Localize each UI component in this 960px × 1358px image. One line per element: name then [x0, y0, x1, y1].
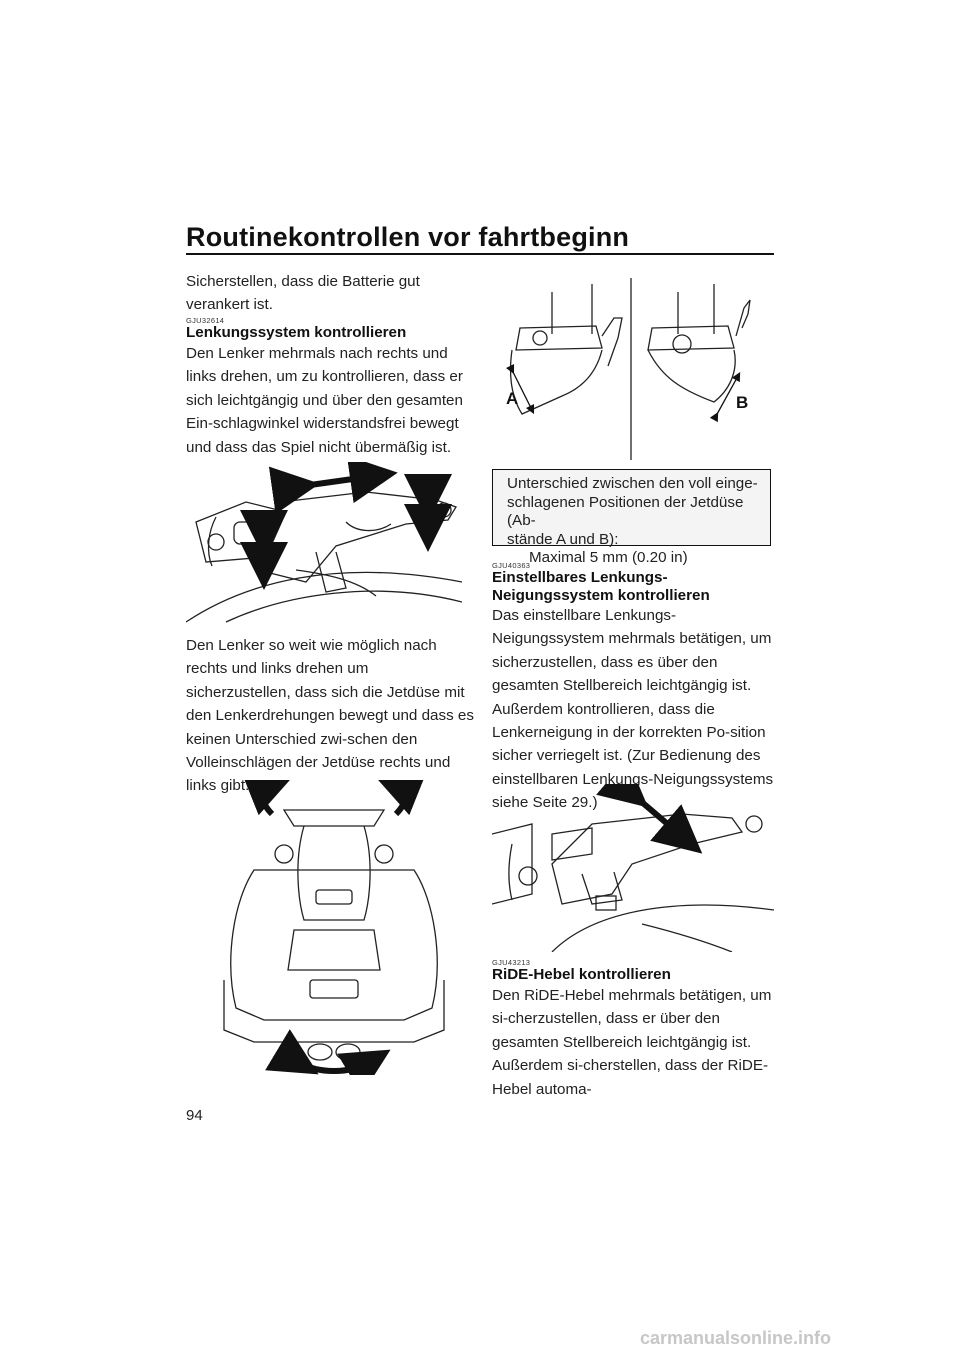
jet-nozzle-illustration	[492, 278, 772, 460]
section-code-tilt: GJU40363	[492, 561, 531, 570]
section-code-ride: GJU43213	[492, 958, 531, 967]
section-heading-ride: RiDE-Hebel kontrollieren	[492, 966, 671, 983]
turn-paragraph: Den Lenker so weit wie möglich nach rechts und links drehen um sicherzustellen, dass sich die Jetdüse mit den Lenkerdrehungen bewegt und dass es keinen Unterschied zwi-schen den Volleinschlägen der Jetdüse rechts und links gibt.	[186, 637, 474, 795]
page-title: Routinekontrollen vor fahrtbeginn	[186, 222, 630, 252]
section-code-steering: GJU32614	[186, 316, 225, 325]
handlebar-steering-illustration	[186, 462, 462, 624]
tilt-paragraph: Das einstellbare Lenkungs-Neigungssystem mehrmals betätigen, um sicherzustellen, dass es über den gesamten Stellbereich leichtgängig ist. Außerdem kontrollieren, dass die Lenkerneigung in der korrekten Po-sition sicher verriegelt ist. (Zur Bedienung des einstellbaren Lenkungs-Neigungssystems siehe Seite 29.)	[492, 607, 774, 812]
spec-line-3: stände A und B):	[507, 530, 619, 548]
section-heading-tilt: Einstellbares Lenkungs-Neigungssystem kontrollieren	[492, 569, 710, 604]
handlebar-tilt-illustration	[492, 784, 774, 952]
spec-line-1: Unterschied zwischen den voll einge-	[507, 475, 758, 492]
ride-paragraph: Den RiDE-Hebel mehrmals betätigen, um si-cherzustellen, dass er über den gesamten Stellbereich leichtgängig ist. Außerdem si-cherstellen, dass der RiDE-Hebel automa-	[492, 987, 772, 1098]
label-a: A	[506, 389, 519, 408]
title-divider	[186, 253, 774, 255]
spec-line-2: schlagenen Positionen der Jetdüse (Ab-	[507, 493, 744, 529]
battery-paragraph: Sicherstellen, dass die Batterie gut verankert ist.	[186, 273, 420, 314]
steering-paragraph: Den Lenker mehrmals nach rechts und links drehen, um zu kontrollieren, dass er sich leichtgängig und über den gesamten Ein-schlagwinkel widerstandsfrei bewegt und dass das Spiel nicht übermäßig ist.	[186, 345, 463, 456]
jetski-topview-illustration	[214, 780, 454, 1075]
footer-watermark[interactable]: carmanualsonline.info	[640, 1328, 832, 1348]
label-b: B	[736, 393, 749, 412]
page-number: 94	[186, 1107, 203, 1124]
section-heading-steering: Lenkungssystem kontrollieren	[186, 324, 407, 341]
spec-value: Maximal 5 mm (0.20 in)	[529, 549, 688, 566]
